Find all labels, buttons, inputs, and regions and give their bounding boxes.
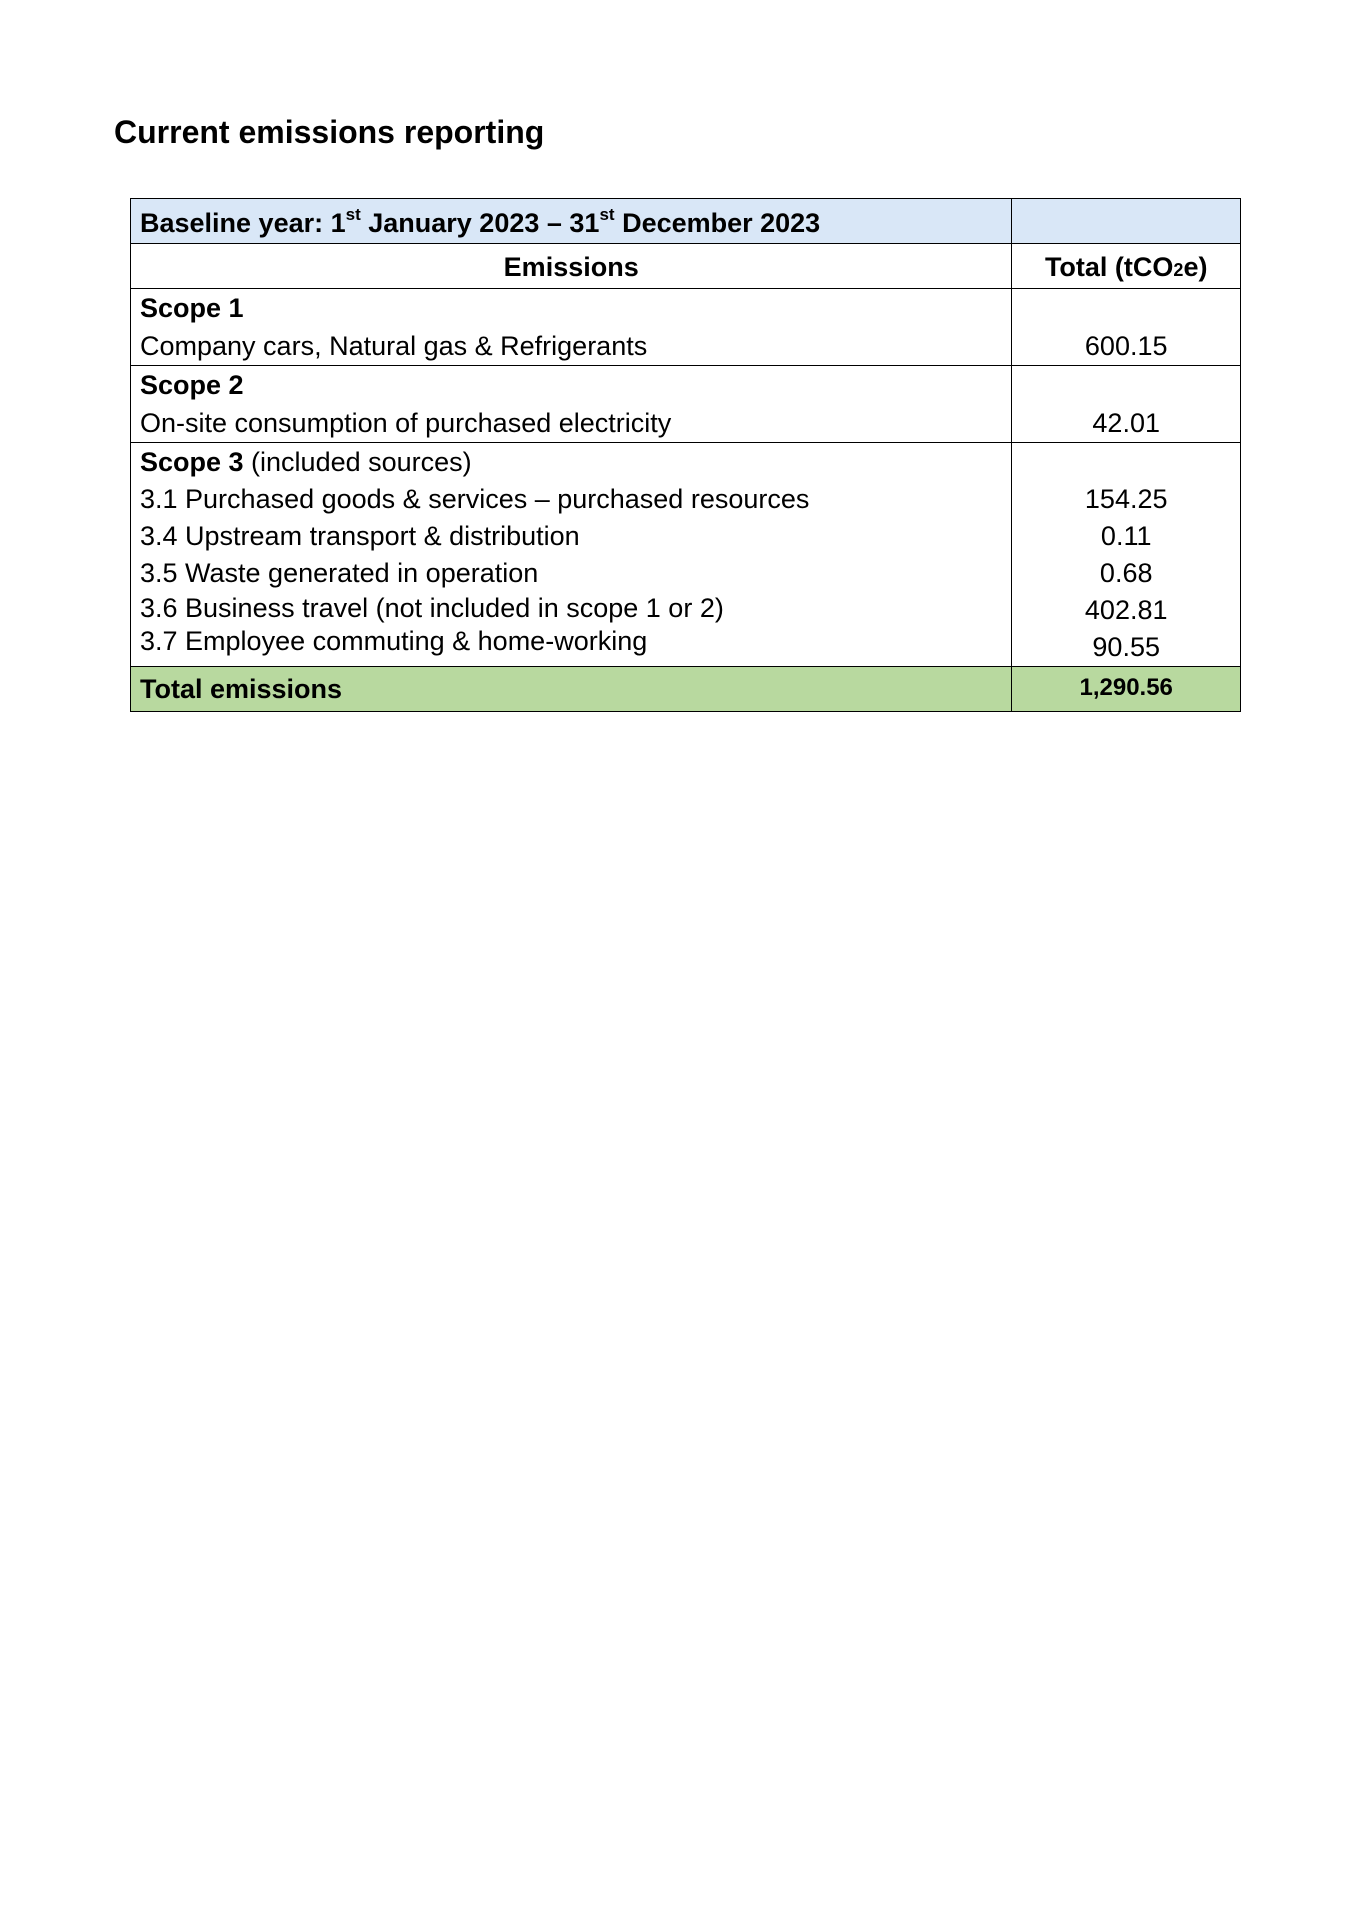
emissions-header: Emissions	[503, 252, 639, 282]
baseline-empty-cell	[1012, 199, 1241, 244]
total-row	[131, 667, 1241, 712]
scope2-row	[131, 366, 1241, 443]
scope1-item-value: 600.15	[1084, 331, 1168, 361]
scope3-item-label: 3.7 Employee commuting & home-working	[140, 626, 648, 656]
baseline-label: Baseline year: 1st January 2023 – 31st December 2023	[140, 205, 821, 238]
scope2-label-cell	[131, 366, 1012, 443]
scope1-value-cell	[1012, 289, 1241, 366]
scope2-value-cell	[1012, 366, 1241, 443]
total-header: Total (tCO2e)	[1044, 252, 1208, 282]
scope3-item-value: 402.81	[1084, 595, 1168, 625]
total-value: 1,290.56	[1079, 674, 1173, 701]
scope3-item-label: 3.1 Purchased goods & services – purchased resources	[140, 484, 810, 514]
emissions-header-cell	[131, 244, 1012, 289]
total-header-cell	[1012, 244, 1241, 289]
baseline-cell	[131, 199, 1012, 244]
scope3-label-cell	[131, 443, 1012, 667]
scope2-title: Scope 2	[140, 370, 244, 400]
page-title: Current emissions reporting	[114, 114, 545, 150]
scope3-item-label: 3.5 Waste generated in operation	[140, 558, 539, 588]
scope2-item-value: 42.01	[1092, 408, 1160, 438]
scope2-item-label: On-site consumption of purchased electricity	[140, 408, 672, 438]
scope3-item-value: 90.55	[1092, 632, 1160, 662]
total-label: Total emissions	[140, 674, 343, 704]
scope3-title: Scope 3	[140, 447, 244, 477]
scope3-title-note: (included sources)	[243, 447, 472, 477]
scope3-row	[131, 443, 1241, 667]
total-label-cell	[131, 667, 1012, 712]
scope3-item-label: 3.4 Upstream transport & distribution	[140, 521, 580, 551]
scope1-title: Scope 1	[140, 293, 244, 323]
scope3-item-value: 0.11	[1100, 521, 1152, 551]
scope3-item-label: 3.6 Business travel (not included in scope 1 or 2)	[140, 593, 724, 623]
scope3-item-value: 154.25	[1084, 484, 1168, 514]
scope1-item-label: Company cars, Natural gas & Refrigerants	[140, 331, 648, 361]
scope1-row	[131, 289, 1241, 366]
header-row	[131, 244, 1241, 289]
baseline-row	[131, 199, 1241, 244]
scope1-label-cell	[131, 289, 1012, 366]
scope3-item-value: 0.68	[1099, 558, 1153, 588]
total-value-cell	[1012, 667, 1241, 712]
scope3-value-cell	[1012, 443, 1241, 667]
emissions-table	[130, 198, 1241, 712]
scope3-title-line	[131, 443, 1011, 481]
